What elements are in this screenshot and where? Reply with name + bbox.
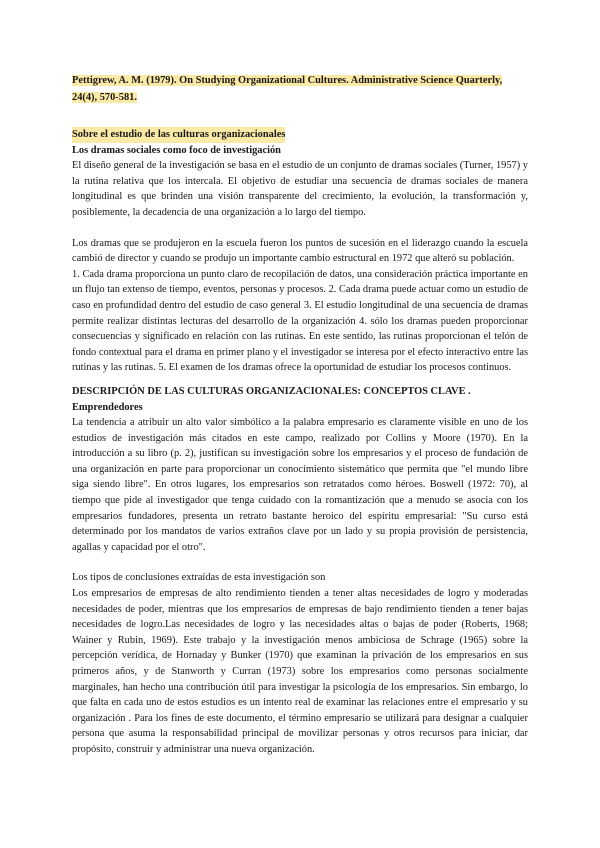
paragraph-6: Los empresarios de empresas de alto rendimiento tienden a tener altas necesidades de logro y moderadas necesidades de poder, mientras que los empresarios de empresas de bajo rendimiento tienden a tener bajas necesidades de logro.Las necesidades de logro y las necesidades altas o bajas de poder (Roberts, 1968; Wainer y Rubin, 1969). Este trabajo y la investigación menos ambiciosa de Schrage (1965) sobre la percepción verídica, de Hornaday y Bunker (1970) que examinan la privación de los empresarios en sus primeros años, y de Stanworth y Curran (1973) sobre los empresarios como personas socialmente marginales, han hecho una contribución útil para investigar la psicología de los empresarios. Sin embargo, lo que falta en cada uno de estos estudios es un intento real de examinar las relaciones entre el empresario y su organización . Para los fines de este documento, el término empresario se utilizará para designar a cualquier persona que asuma la responsabilidad principal de movilizar personas y otros recursos para iniciar, dar propósito, construir y administrar una nueva organización. [72, 588, 528, 755]
section1-title-text: Sobre el estudio de las culturas organizacionales [72, 127, 285, 143]
paragraph-3: 1. Cada drama proporciona un punto claro de recopilación de datos, una consideración práctica importante en un flujo tan extenso de tiempo, eventos, personas y procesos. 2. Cada drama puede actuar como un estudio de caso en profundidad dentro del estudio de caso general 3. El estudio longitudinal de una secuencia de dramas permite realizar distintas lecturas del desarrollo de la organización 4. sólo los dramas pueden proporcionar consecuencias y significado en relación con las rutinas. En este sentido, las rutinas proporcionan el telón de fondo contextual para el drama en primer plano y el investigador se interesa por el efecto interactivo entre las rutinas y las rutinas. 5. El examen de los dramas ofrece la oportunidad de estudiar los procesos continuos. [72, 268, 528, 374]
paragraph-4: La tendencia a atribuir un alto valor simbólico a la palabra empresario es claramente visible en uno de los estudios de investigación más citados en este campo, realizado por Collins y Moore (1970). En la introducción a su libro (p. 2), justifican su investigación sobre los empresarios y el proceso de fundación de una organización en parte para proporcionar un conocimiento sistemático que permita que "el mundo libre siga siendo libre". En otros lugares, los empresarios son retratados como héroes. Boswell (1972: 70), al tiempo que pide al investigador que tenga cuidado con la romantización que a menudo se asocia con los empresarios fundadores, presenta un retrato bastante heroico del espíritu empresarial: "Su curso está determinado por los mandatos de varios extraños clave por un lado y su propia provisión de persistencia, agallas y capacidad por el otro". [72, 417, 528, 553]
paragraph-1: El diseño general de la investigación se basa en el estudio de un conjunto de dramas sociales (Turner, 1957) y la rutina relativa que los intercala. El objetivo de estudiar una secuencia de dramas sociales de manera longitudinal es que brinden una visión transparente del crecimiento, la evolución, la transformación y, posiblemente, la decadencia de una organización a lo largo del tiempo. [72, 160, 528, 218]
section2-subtitle: Emprendedores [72, 401, 143, 413]
section2-title: DESCRIPCIÓN DE LAS CULTURAS ORGANIZACIONALES: CONCEPTOS CLAVE . [72, 385, 471, 397]
paragraph-2: Los dramas que se produjeron en la escuela fueron los puntos de sucesión en el liderazgo cuando la escuela cambió de director y cuando se produjo un importante cambio estructural en 1972 que alteró su población. [72, 237, 528, 265]
section1-subtitle: Los dramas sociales como foco de investigación [72, 144, 281, 156]
section1-title [72, 127, 528, 143]
citation-block [72, 72, 528, 106]
paragraph-5: Los tipos de conclusiones extraídas de esta investigación son [72, 572, 326, 584]
citation: Pettigrew, A. M. (1979). On Studying Organizational Cultures. Administrative Science Quarterly, 24(4), 570-581. [72, 75, 503, 103]
